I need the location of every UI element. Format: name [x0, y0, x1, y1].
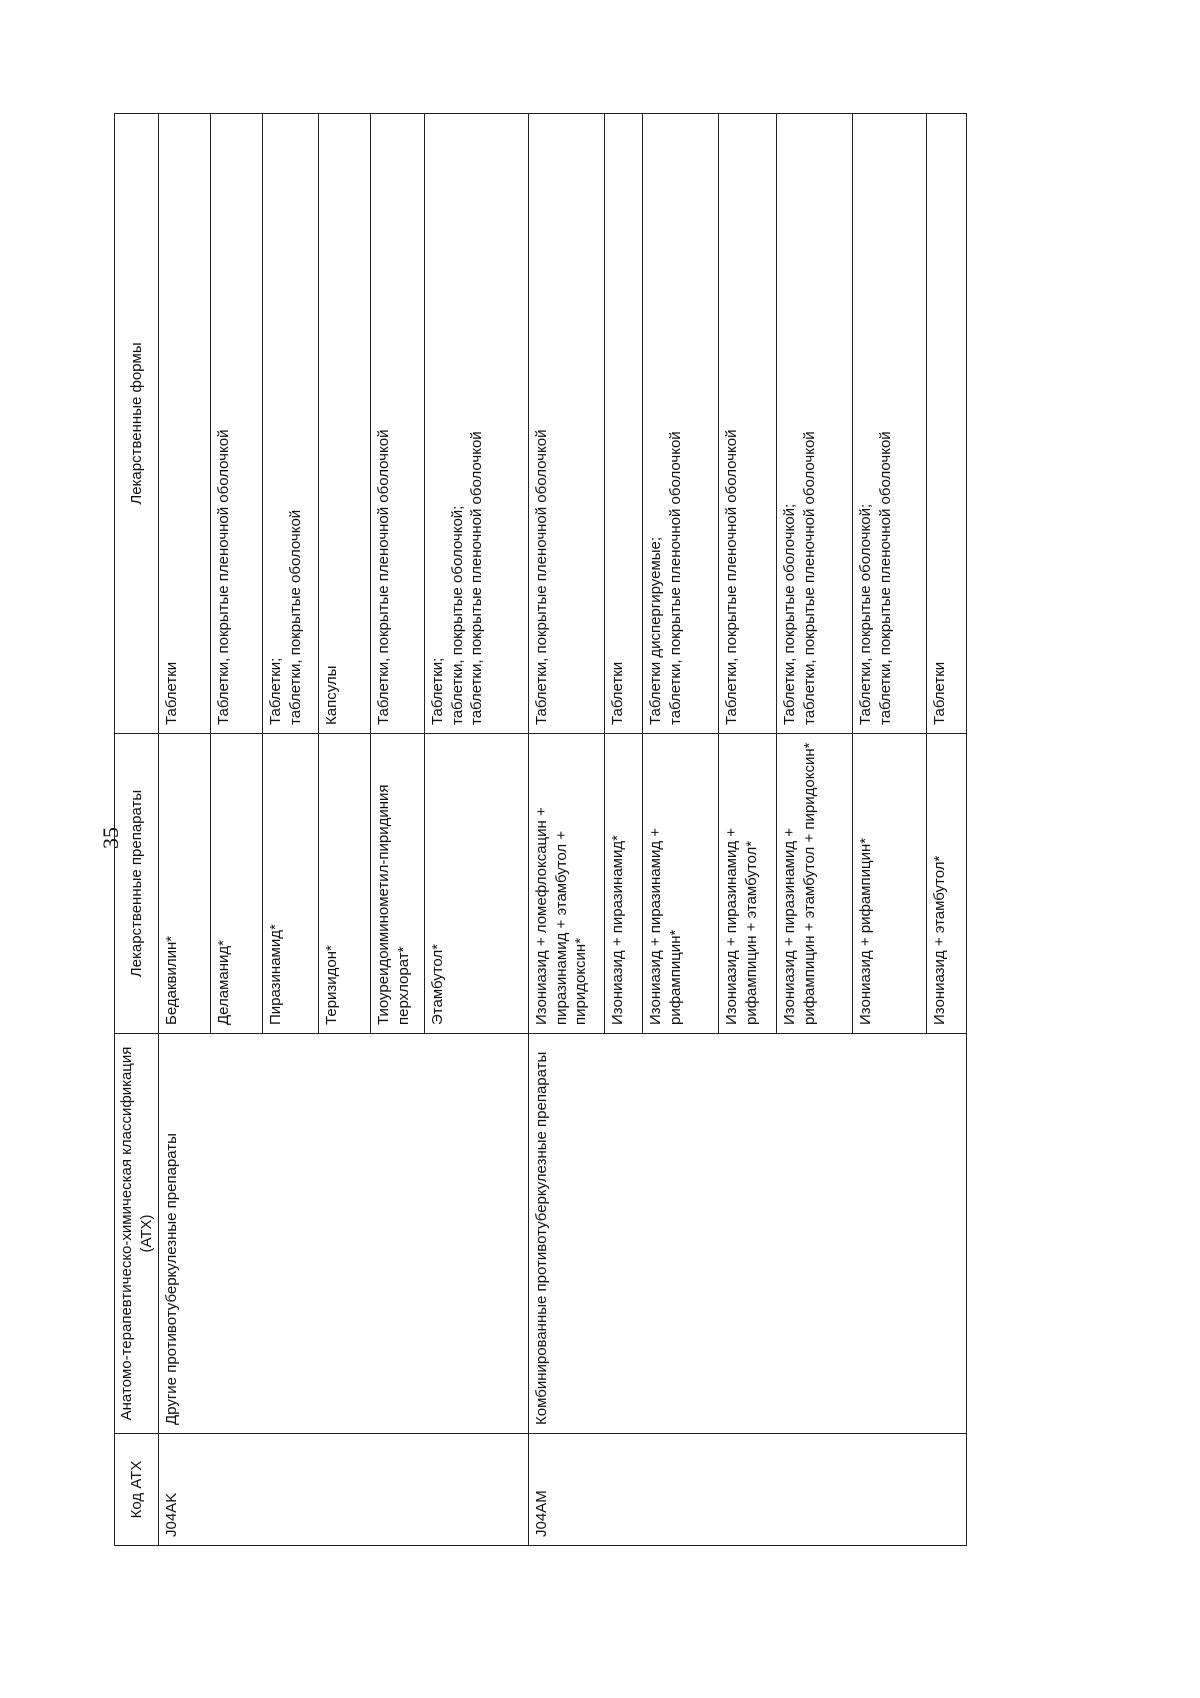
drug-cell: Пиразинамид* — [263, 734, 319, 1034]
drug-cell: Бедаквилин* — [159, 734, 211, 1034]
rotated-table-wrapper — [114, 114, 962, 1546]
dosage-form-line: Таблетки — [931, 661, 948, 725]
header-classification: Анатомо-терапевтическо-химическая классификация (АТХ) — [115, 1034, 159, 1434]
header-drugs: Лекарственные препараты — [115, 734, 159, 1034]
header-forms: Лекарственные формы — [115, 114, 159, 734]
dosage-form-line: Таблетки, покрытые пленочной оболочкой — [533, 429, 550, 725]
drug-cell: Изониазид + этамбутол* — [927, 734, 967, 1034]
dosage-form-line: Таблетки, покрытые оболочкой; — [857, 503, 874, 725]
dosage-form-cell — [853, 114, 927, 734]
dosage-form-line: Таблетки, покрытые пленочной оболочкой — [723, 429, 740, 725]
dosage-form-line: Таблетки — [609, 661, 626, 725]
atc-code-cell: J04AK — [159, 1434, 529, 1546]
page-number: 35 — [98, 827, 123, 849]
atc-code-cell: J04AM — [529, 1434, 967, 1546]
header-row — [115, 114, 159, 1546]
dosage-form-line: таблетки, покрытые оболочкой; — [448, 505, 466, 725]
drug-cell: Изониазид + пиразинамид + рифампицин* — [643, 734, 719, 1034]
dosage-form-cell — [643, 114, 719, 734]
dosage-form-cell — [425, 114, 529, 734]
dosage-form-cell — [263, 114, 319, 734]
classification-cell: Другие противотуберкулезные препараты — [159, 1034, 529, 1434]
header-code: Код АТХ — [115, 1434, 159, 1546]
dosage-form-line: таблетки, покрытые оболочкой — [286, 509, 304, 725]
dosage-form-line: Таблетки; — [429, 657, 446, 725]
dosage-form-line: Капсулы — [323, 665, 340, 725]
dosage-form-cell — [319, 114, 371, 734]
dosage-form-line: Таблетки, покрытые пленочной оболочкой — [375, 429, 392, 725]
dosage-form-line: Таблетки; — [267, 657, 284, 725]
dosage-form-cell — [719, 114, 777, 734]
dosage-form-line: Таблетки, покрытые пленочной оболочкой — [215, 429, 232, 725]
table-row — [529, 114, 605, 1546]
drug-cell: Изониазид + пиразинамид* — [605, 734, 643, 1034]
drug-cell: Этамбутол* — [425, 734, 529, 1034]
classification-cell: Комбинированные противотуберкулезные препараты — [529, 1034, 967, 1434]
dosage-form-cell — [159, 114, 211, 734]
dosage-form-cell — [211, 114, 263, 734]
atc-table — [114, 113, 967, 1546]
drug-cell: Деламанид* — [211, 734, 263, 1034]
dosage-form-line: Таблетки — [163, 661, 180, 725]
table-row — [159, 114, 211, 1546]
drug-cell: Изониазид + пиразинамид + рифампицин + этамбутол + пиридоксин* — [777, 734, 853, 1034]
dosage-form-cell — [529, 114, 605, 734]
dosage-form-cell — [927, 114, 967, 734]
dosage-form-line: Таблетки, покрытые оболочкой; — [781, 503, 798, 725]
drug-cell: Изониазид + ломефлоксацин + пиразинамид + этамбутол + пиридоксин* — [529, 734, 605, 1034]
table-body — [115, 114, 967, 1546]
dosage-form-cell — [777, 114, 853, 734]
dosage-form-line: таблетки, покрытые пленочной оболочкой — [468, 431, 485, 725]
drug-cell: Изониазид + рифампицин* — [853, 734, 927, 1034]
dosage-form-line: Таблетки диспергируемые; — [647, 536, 664, 725]
drug-cell: Теризидон* — [319, 734, 371, 1034]
dosage-form-cell — [605, 114, 643, 734]
dosage-form-line: таблетки, покрытые пленочной оболочкой — [876, 431, 894, 725]
dosage-form-line: таблетки, покрытые пленочной оболочкой — [800, 431, 818, 725]
drug-cell: Тиоуреидоиминометил-пиридиния перхлорат* — [371, 734, 425, 1034]
dosage-form-line: таблетки, покрытые пленочной оболочкой — [666, 431, 684, 725]
dosage-form-cell — [371, 114, 425, 734]
drug-cell: Изониазид + пиразинамид + рифампицин + этамбутол* — [719, 734, 777, 1034]
